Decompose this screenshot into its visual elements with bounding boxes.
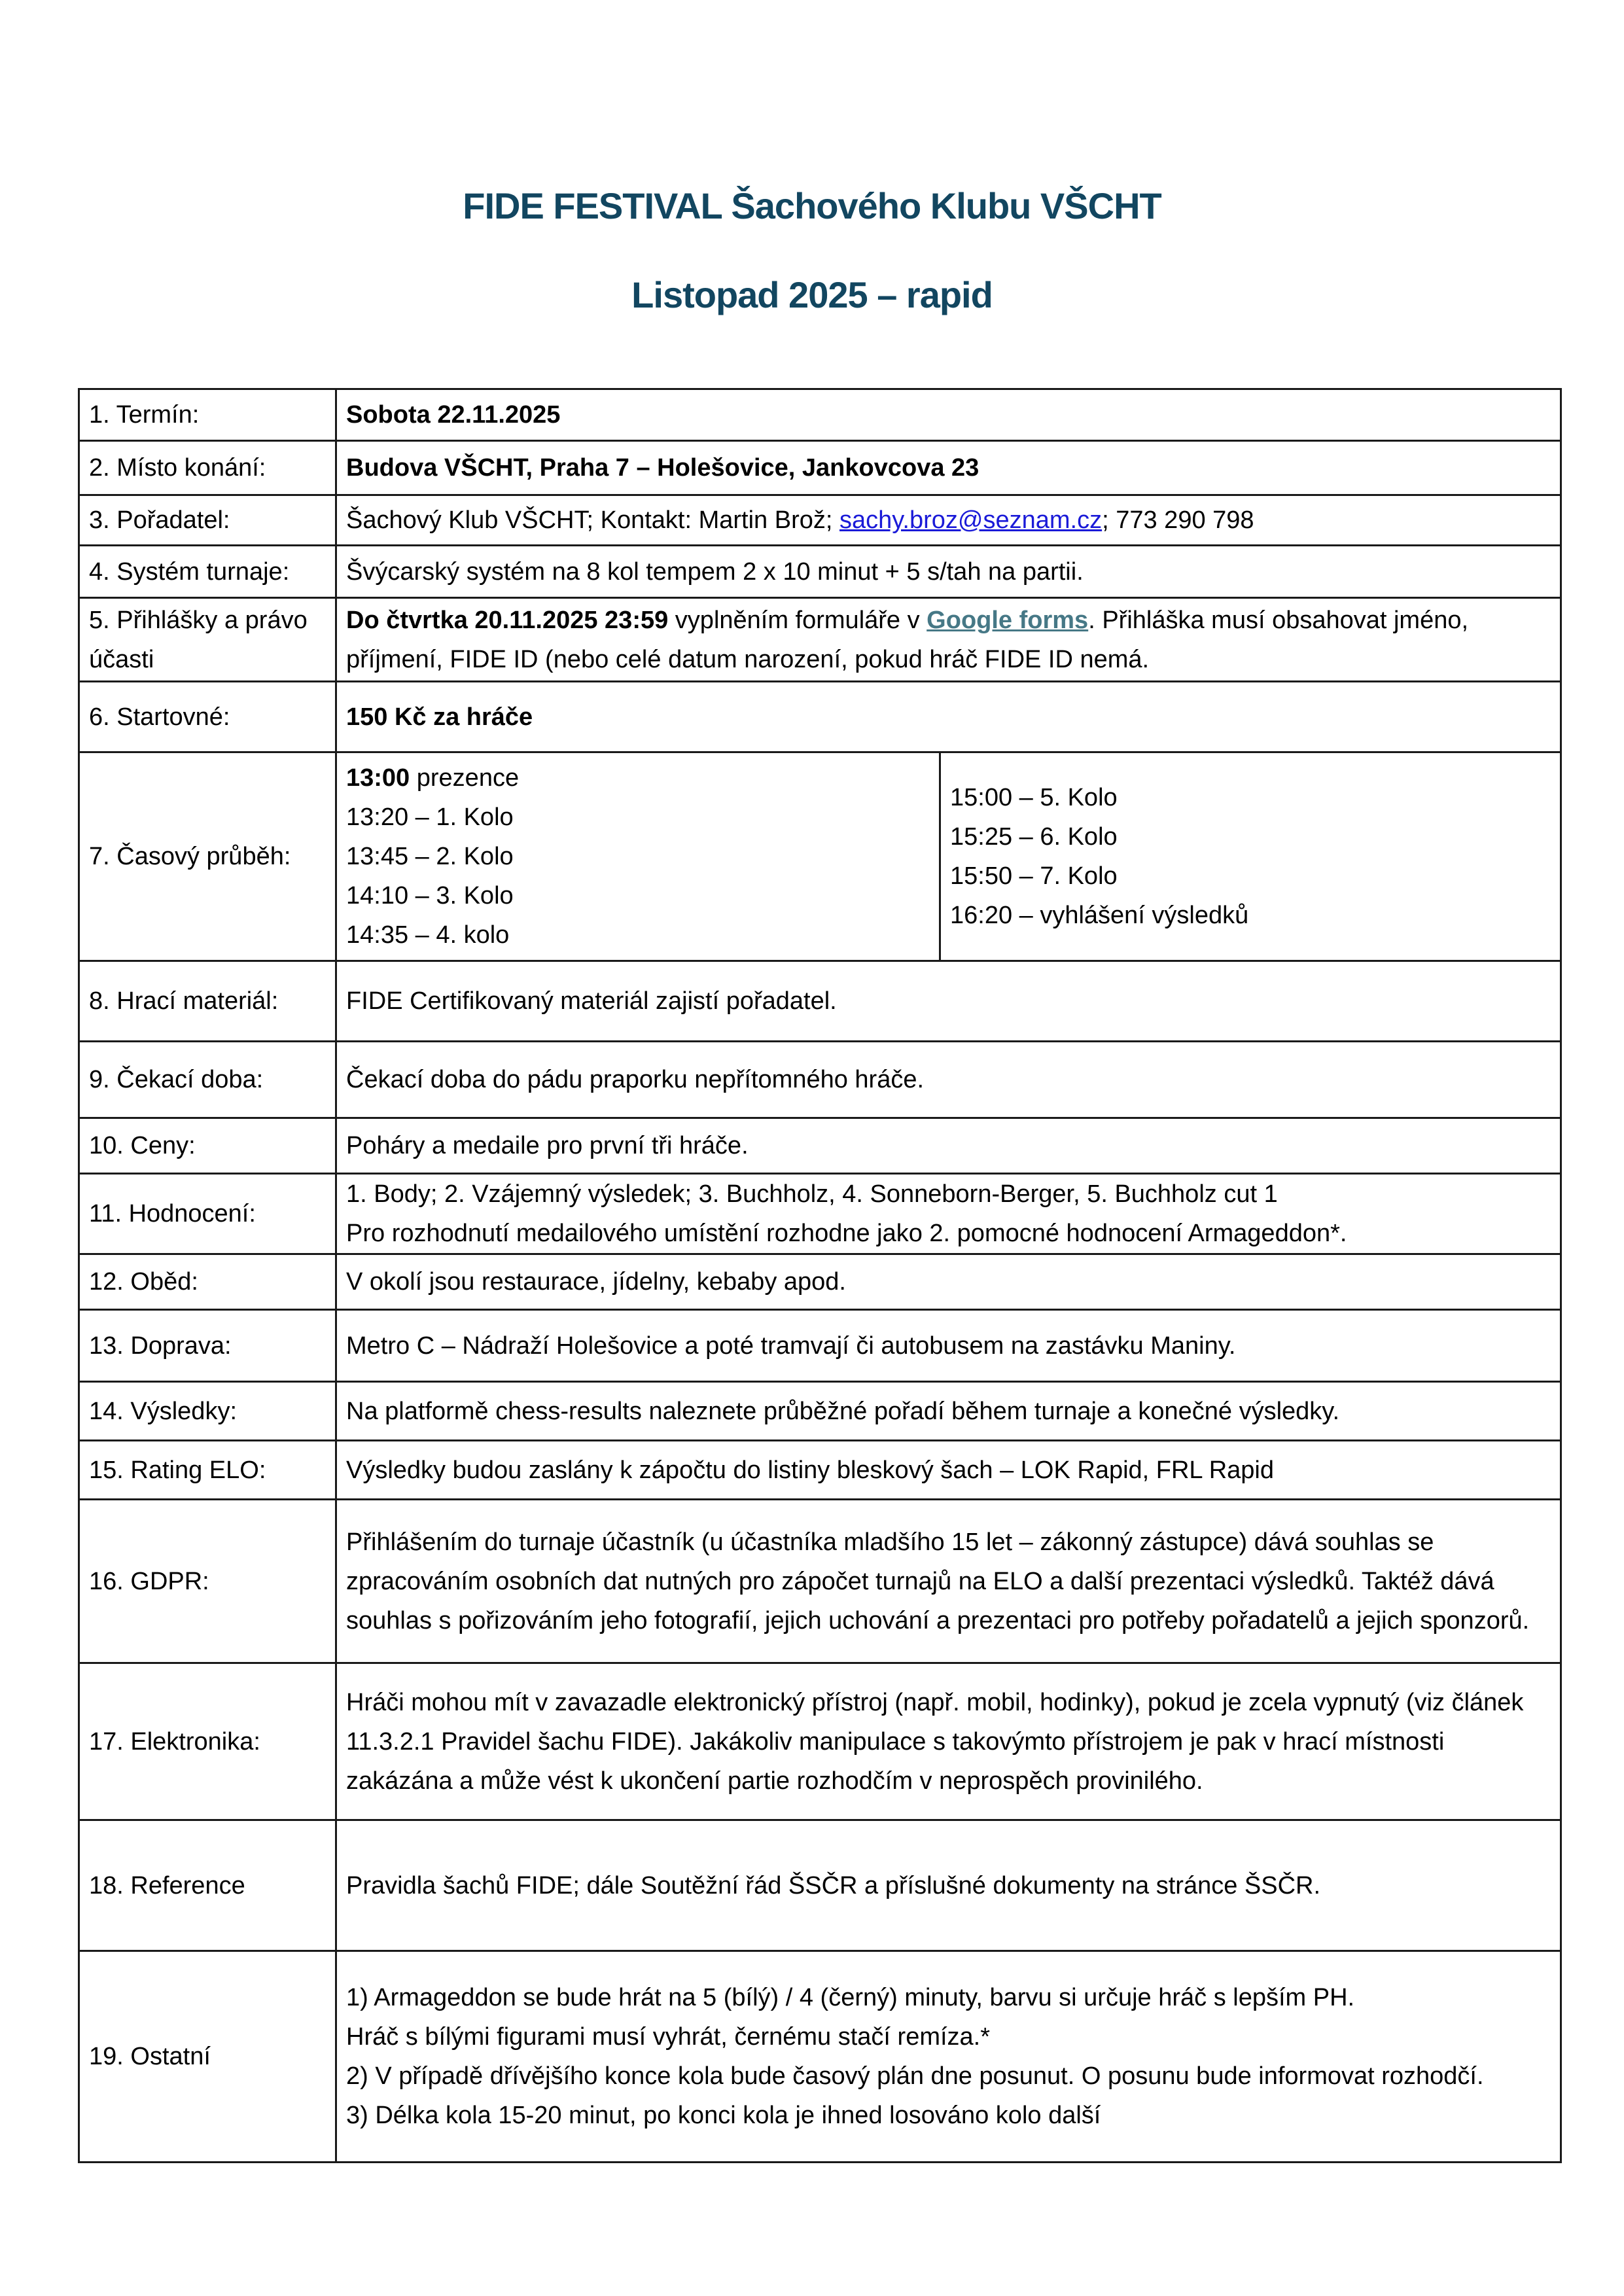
- row-value: Pravidla šachů FIDE; dále Soutěžní řád ŠSČR a příslušné dokumenty na stránce ŠSČR.: [336, 1820, 1561, 1951]
- row-label: 10. Ceny:: [79, 1118, 336, 1174]
- table-row: [79, 1254, 1561, 1310]
- table-row: [79, 1500, 1561, 1663]
- row-label: 12. Oběd:: [79, 1254, 336, 1310]
- row-label: 18. Reference: [79, 1820, 336, 1951]
- organizer-text: Šachový Klub VŠCHT; Kontakt: Martin Brož;: [346, 506, 839, 534]
- row-label: 8. Hrací materiál:: [79, 961, 336, 1042]
- tournament-info-table: [78, 388, 1562, 2163]
- registration-text: vyplněním formuláře v: [668, 606, 927, 634]
- row-value: Přihlášením do turnaje účastník (u účastníka mladšího 15 let – zákonný zástupce) dává souhlas se zpracováním osobních dat nutných pro zápočet turnajů na ELO a další prezentaci výsledků. Taktéž dává souhlas s pořizováním jeho fotografií, jejich uchování a prezentaci pro potřeby pořadatelů a jejich sponzorů.: [336, 1500, 1561, 1663]
- row-value: Na platformě chess-results naleznete průběžné pořadí během turnaje a konečné výsledky.: [336, 1382, 1561, 1441]
- note-line: Hráč s bílými figurami musí vyhrát, černému stačí remíza.*: [346, 2023, 991, 2051]
- schedule-left-column: [327, 753, 941, 960]
- document-title: FIDE FESTIVAL Šachového Klubu VŠCHT: [463, 185, 1161, 226]
- row-label: 19. Ostatní: [79, 1951, 336, 2163]
- row-value: 150 Kč za hráče: [336, 682, 1561, 752]
- row-label: 17. Elektronika:: [79, 1663, 336, 1820]
- registration-requirements-text: . Přihláška musí obsahovat jméno, příjmení, FIDE ID (nebo celé datum narození, pokud hráč FIDE ID nemá.: [346, 606, 1469, 673]
- tiebreak-line: 1. Body; 2. Vzájemný výsledek; 3. Buchholz, 4. Sonneborn-Berger, 5. Buchholz cut 1: [346, 1180, 1278, 1208]
- table-row: [79, 598, 1561, 682]
- deadline-text: Do čtvrtka 20.11.2025 23:59: [346, 606, 669, 634]
- tiebreak-line: Pro rozhodnutí medailového umístění rozhodne jako 2. pomocné hodnocení Armageddon*.: [346, 1220, 1347, 1247]
- row-value: Metro C – Nádraží Holešovice a poté tramvají či autobusem na zastávku Maniny.: [336, 1310, 1561, 1382]
- table-row: [79, 495, 1561, 546]
- row-value: [336, 495, 1561, 546]
- row-value: [336, 1951, 1561, 2163]
- row-label: 3. Pořadatel:: [79, 495, 336, 546]
- row-label: 4. Systém turnaje:: [79, 546, 336, 598]
- schedule-right-column: [941, 753, 1564, 960]
- row-value: Výsledky budou zaslány k zápočtu do listiny bleskový šach – LOK Rapid, FRL Rapid: [336, 1441, 1561, 1500]
- email-link[interactable]: sachy.broz@seznam.cz: [839, 506, 1103, 534]
- schedule-cell: [336, 752, 1561, 961]
- schedule-item: 15:50 – 7. Kolo: [950, 862, 1118, 890]
- table-row: [79, 389, 1561, 441]
- schedule-item: 15:25 – 6. Kolo: [950, 823, 1118, 851]
- note-line: 3) Délka kola 15-20 minut, po konci kola je ihned losováno kolo další: [346, 2102, 1101, 2129]
- schedule-item: 13:20 – 1. Kolo: [346, 804, 514, 831]
- row-value: [336, 1174, 1561, 1254]
- table-row: [79, 1951, 1561, 2163]
- table-row: [79, 1042, 1561, 1118]
- google-forms-link[interactable]: Google forms: [927, 606, 1089, 634]
- phone-text: ; 773 290 798: [1102, 506, 1254, 534]
- schedule-item: 16:20 – vyhlášení výsledků: [950, 902, 1249, 929]
- table-row: [79, 1118, 1561, 1174]
- row-value: FIDE Certifikovaný materiál zajistí pořadatel.: [336, 961, 1561, 1042]
- row-label: 13. Doprava:: [79, 1310, 336, 1382]
- table-row: [79, 1663, 1561, 1820]
- schedule-item: 13:45 – 2. Kolo: [346, 843, 514, 870]
- table-row: [79, 546, 1561, 598]
- row-label: 1. Termín:: [79, 389, 336, 441]
- table-row: [79, 1174, 1561, 1254]
- table-row: [79, 1310, 1561, 1382]
- schedule-item: [346, 758, 939, 798]
- row-value: Čekací doba do pádu praporku nepřítomného hráče.: [336, 1042, 1561, 1118]
- table-row: [79, 1820, 1561, 1951]
- row-value: Švýcarský systém na 8 kol tempem 2 x 10 minut + 5 s/tah na partii.: [336, 546, 1561, 598]
- row-label: 6. Startovné:: [79, 682, 336, 752]
- table-row: [79, 1441, 1561, 1500]
- schedule-item: 14:35 – 4. kolo: [346, 921, 510, 949]
- document-subtitle: Listopad 2025 – rapid: [631, 274, 993, 315]
- schedule-item: 15:00 – 5. Kolo: [950, 784, 1118, 811]
- row-value: Sobota 22.11.2025: [336, 389, 1561, 441]
- row-label: 16. GDPR:: [79, 1500, 336, 1663]
- table-row: [79, 752, 1561, 961]
- table-row: [79, 961, 1561, 1042]
- row-value: [336, 598, 1561, 682]
- row-label: 2. Místo konání:: [79, 441, 336, 495]
- row-value: Budova VŠCHT, Praha 7 – Holešovice, Jankovcova 23: [336, 441, 1561, 495]
- note-line: 2) V případě dřívějšího konce kola bude časový plán dne posunut. O posunu bude informovat rozhodčí.: [346, 2062, 1484, 2090]
- row-value: Hráči mohou mít v zavazadle elektronický přístroj (např. mobil, hodinky), pokud je zcela vypnutý (viz článek 11.3.2.1 Pravidel šachu FIDE). Jakákoliv manipulace s takovýmto přístrojem je pak v hrací místnosti zakázána a může vést k ukončení partie rozhodčím v neprospěch provinilého.: [336, 1663, 1561, 1820]
- note-line: 1) Armageddon se bude hrát na 5 (bílý) / 4 (černý) minuty, barvu si určuje hráč s lepším PH.: [346, 1984, 1355, 2011]
- row-label: 7. Časový průběh:: [79, 752, 336, 961]
- table-row: [79, 441, 1561, 495]
- row-value: V okolí jsou restaurace, jídelny, kebaby apod.: [336, 1254, 1561, 1310]
- row-label: 5. Přihlášky a právo účasti: [79, 598, 336, 682]
- row-label: 9. Čekací doba:: [79, 1042, 336, 1118]
- row-label: 11. Hodnocení:: [79, 1174, 336, 1254]
- schedule-time: 13:00: [346, 764, 410, 792]
- row-label: 15. Rating ELO:: [79, 1441, 336, 1500]
- schedule-item: 14:10 – 3. Kolo: [346, 882, 514, 910]
- table-row: [79, 1382, 1561, 1441]
- schedule-text: prezence: [410, 764, 520, 792]
- row-value: Poháry a medaile pro první tři hráče.: [336, 1118, 1561, 1174]
- row-label: 14. Výsledky:: [79, 1382, 336, 1441]
- table-row: [79, 682, 1561, 752]
